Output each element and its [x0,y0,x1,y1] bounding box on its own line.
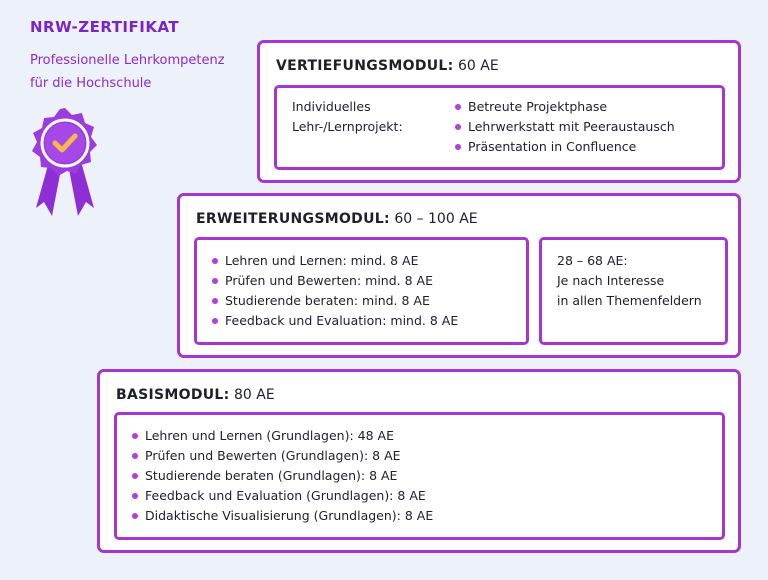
vertiefungsmodul-list [455,97,675,157]
list-item: Didaktische Visualisierung (Grundlagen): 8 AE [132,506,433,526]
subtitle-line-1: Professionelle Lehrkompetenz [30,53,225,68]
elective-line-3: in allen Themenfeldern [557,293,702,308]
list-item: Prüfen und Bewerten: mind. 8 AE [212,271,458,291]
award-badge-icon [28,106,102,218]
list-item: Lehren und Lernen: mind. 8 AE [212,251,458,271]
vertiefungsmodul-content-box [274,85,725,170]
list-item: Prüfen und Bewerten (Grundlagen): 8 AE [132,446,433,466]
basismodul-ae: 80 AE [233,387,275,403]
vertiefungsmodul-name: VERTIEFUNGSMODUL: [276,58,454,74]
erweiterungsmodul-ae: 60 – 100 AE [394,211,478,227]
vertiefungsmodul-heading [276,58,499,74]
list-item: Lehren und Lernen (Grundlagen): 48 AE [132,426,433,446]
basismodul-card [97,369,741,553]
badge-core [45,123,85,163]
elective-ae: 28 – 68 AE: [557,253,628,268]
basismodul-content-box [114,412,725,540]
list-item: Lehrwerkstatt mit Peeraustausch [455,117,675,137]
basismodul-name: BASISMODUL: [116,387,230,403]
subtitle-line-2: für die Hochschule [30,76,152,91]
basismodul-heading [116,387,275,403]
list-item: Feedback und Evaluation (Grundlagen): 8 AE [132,486,433,506]
erweiterungsmodul-required-box [194,237,529,345]
lehr-lernprojekt-label-line-2: Lehr-/Lernprojekt: [292,119,403,134]
lehr-lernprojekt-label [292,97,403,137]
erweiterungsmodul-name: ERWEITERUNGSMODUL: [196,211,390,227]
elective-line-2: Je nach Interesse [557,273,665,288]
certificate-title: NRW-ZERTIFIKAT [30,18,180,36]
vertiefungsmodul-ae: 60 AE [458,58,499,74]
erweiterungsmodul-elective-box [539,237,728,345]
basismodul-list [132,426,433,526]
list-item: Studierende beraten: mind. 8 AE [212,291,458,311]
vertiefungsmodul-card [257,40,741,183]
erweiterungsmodul-list [212,251,458,331]
elective-text [557,251,702,311]
list-item: Betreute Projektphase [455,97,675,117]
list-item: Feedback und Evaluation: mind. 8 AE [212,311,458,331]
certificate-subtitle [30,49,260,95]
erweiterungsmodul-card [177,193,741,358]
lehr-lernprojekt-label-line-1: Individuelles [292,99,371,114]
list-item: Präsentation in Confluence [455,137,675,157]
list-item: Studierende beraten (Grundlagen): 8 AE [132,466,433,486]
erweiterungsmodul-heading [196,211,478,227]
